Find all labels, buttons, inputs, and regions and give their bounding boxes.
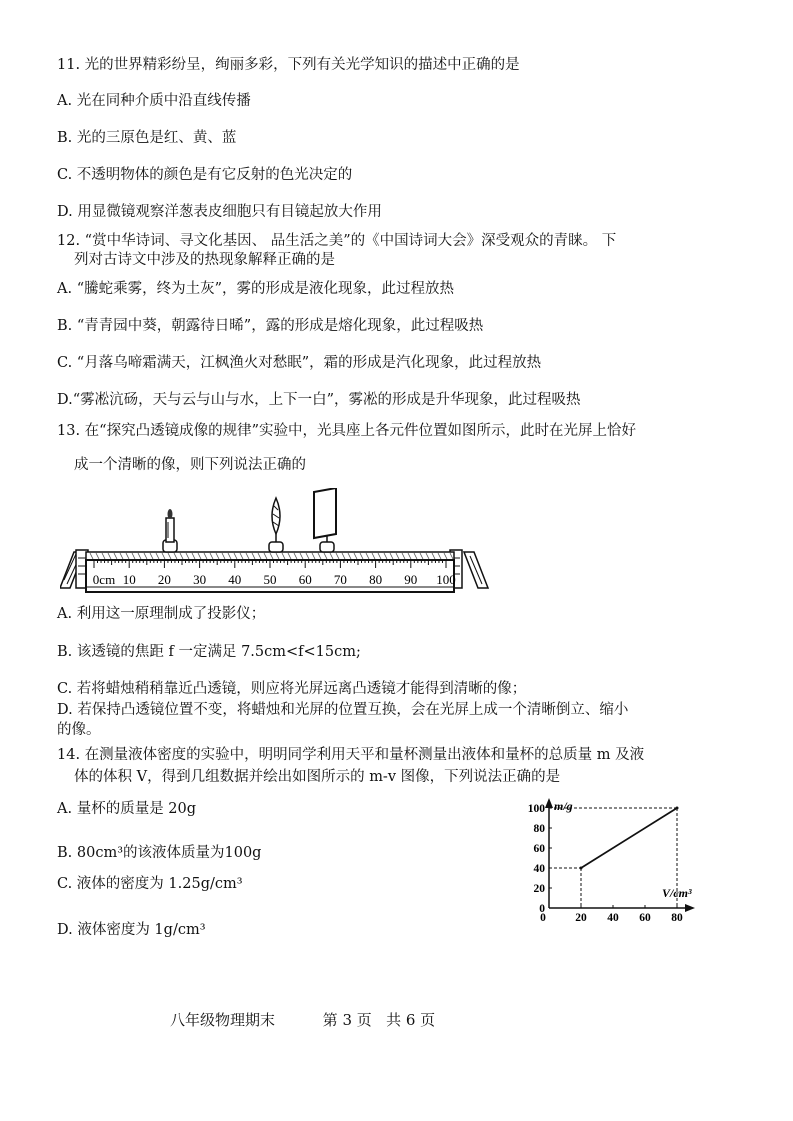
q13-option-d: D. 若保持凸透镜位置不变，将蜡烛和光屏的位置互换，会在光屏上成一个清晰倒立、缩小 xyxy=(57,702,629,718)
candle xyxy=(163,509,177,552)
q11-option-a: A. 光在同种介质中沿直线传播 xyxy=(57,93,251,109)
q12-stem-line1: 12. “赏中华诗词、寻文化基因、 品生活之美”的《中国诗词大会》深受观众的青睐。 下 xyxy=(57,233,617,249)
q12-option-d: D.“雾凇沆砀，天与云与山与水，上下一白”，雾凇的形成是升华现象，此过程吸热 xyxy=(57,392,581,408)
data-point xyxy=(676,807,679,810)
bench-left-leg xyxy=(60,550,88,588)
scale-label: 50 xyxy=(263,572,277,587)
q14-stem-line2: 体的体积 V，得到几组数据并绘出如图所示的 m-v 图像，下列说法正确的是 xyxy=(74,769,561,785)
x-axis-arrow xyxy=(685,904,695,912)
convex-lens xyxy=(269,498,283,552)
y-tick-label: 20 xyxy=(533,883,545,895)
scale-label: 10 xyxy=(122,572,136,587)
page-footer: 八年级物理期末 第 3 页 共 6 页 xyxy=(170,1011,436,1029)
x-tick-label: 80 xyxy=(671,912,683,924)
scale-label: 40 xyxy=(228,572,242,587)
q13-option-b: B. 该透镜的焦距 f 一定满足 7.5cm<f<15cm; xyxy=(57,644,361,660)
scale-label: 0cm xyxy=(92,572,116,587)
y-tick-label: 80 xyxy=(533,823,545,835)
q13-stem-line2: 成一个清晰的像，则下列说法正确的 xyxy=(74,457,306,473)
scale-label: 30 xyxy=(193,572,207,587)
q13-option-a: A. 利用这一原理制成了投影仪； xyxy=(57,606,266,622)
q11-option-c: C. 不透明物体的颜色是有它反射的色光决定的 xyxy=(57,167,353,183)
q12-option-c: C. “月落乌啼霜满天，江枫渔火对愁眠”，霜的形成是汽化现象，此过程放热 xyxy=(57,355,542,371)
scale-label: 70 xyxy=(333,572,347,587)
m-v-graph xyxy=(512,796,702,926)
q14-option-a: A. 量杯的质量是 20g xyxy=(57,801,197,817)
scale-label: 80 xyxy=(369,572,383,587)
q11-option-b: B. 光的三原色是红、黄、蓝 xyxy=(57,130,237,146)
q14-stem-line1: 14. 在测量液体密度的实验中，明明同学利用天平和量杯测量出液体和量杯的总质量 m 及液 xyxy=(57,747,645,763)
y-tick-label: 0 xyxy=(539,903,545,915)
scale-label: 60 xyxy=(298,572,312,587)
series-line xyxy=(581,808,677,868)
q12-stem-line2: 列对古诗文中涉及的热现象解释正确的是 xyxy=(74,252,335,268)
q13-option-c: C. 若将蜡烛稍稍靠近凸透镜，则应将光屏远离凸透镜才能得到清晰的像； xyxy=(57,681,527,697)
light-screen xyxy=(314,488,336,552)
optical-bench-figure xyxy=(60,488,490,600)
y-tick-label: 60 xyxy=(533,843,545,855)
x-axis-label: V/cm³ xyxy=(662,886,692,900)
x-tick-label: 40 xyxy=(607,912,619,924)
q13-stem-line1: 13. 在“探究凸透镜成像的规律”实验中，光具座上各元件位置如图所示，此时在光屏上恰好 xyxy=(57,423,636,439)
y-axis-label: m/g xyxy=(554,799,573,813)
y-tick-label: 100 xyxy=(527,803,545,815)
x-tick-label: 60 xyxy=(639,912,651,924)
q13-option-d-cont: 的像。 xyxy=(57,722,101,738)
q12-option-a: A. “騰蛇乘雾，终为土灰”，雾的形成是液化现象，此过程放热 xyxy=(57,281,455,297)
scale-label: 20 xyxy=(157,572,171,587)
y-tick-label: 40 xyxy=(533,863,545,875)
q14-option-b: B. 80cm³的该液体质量为100g xyxy=(57,845,262,861)
scale-label: 100 xyxy=(436,572,456,587)
data-point xyxy=(580,867,583,870)
q11-stem: 11. 光的世界精彩纷呈，绚丽多彩，下列有关光学知识的描述中正确的是 xyxy=(57,57,520,73)
x-tick-label: 20 xyxy=(575,912,587,924)
q11-option-d: D. 用显微镜观察洋葱表皮细胞只有目镜起放大作用 xyxy=(57,204,382,220)
q14-option-d: D. 液体密度为 1g/cm³ xyxy=(57,922,206,938)
scale-label: 90 xyxy=(404,572,418,587)
x-tick-label: 0 xyxy=(540,912,546,924)
q14-option-c: C. 液体的密度为 1.25g/cm³ xyxy=(57,876,243,892)
q12-option-b: B. “青青园中葵，朝露待日晞”，露的形成是熔化现象，此过程吸热 xyxy=(57,318,484,334)
y-axis-arrow xyxy=(545,798,553,808)
